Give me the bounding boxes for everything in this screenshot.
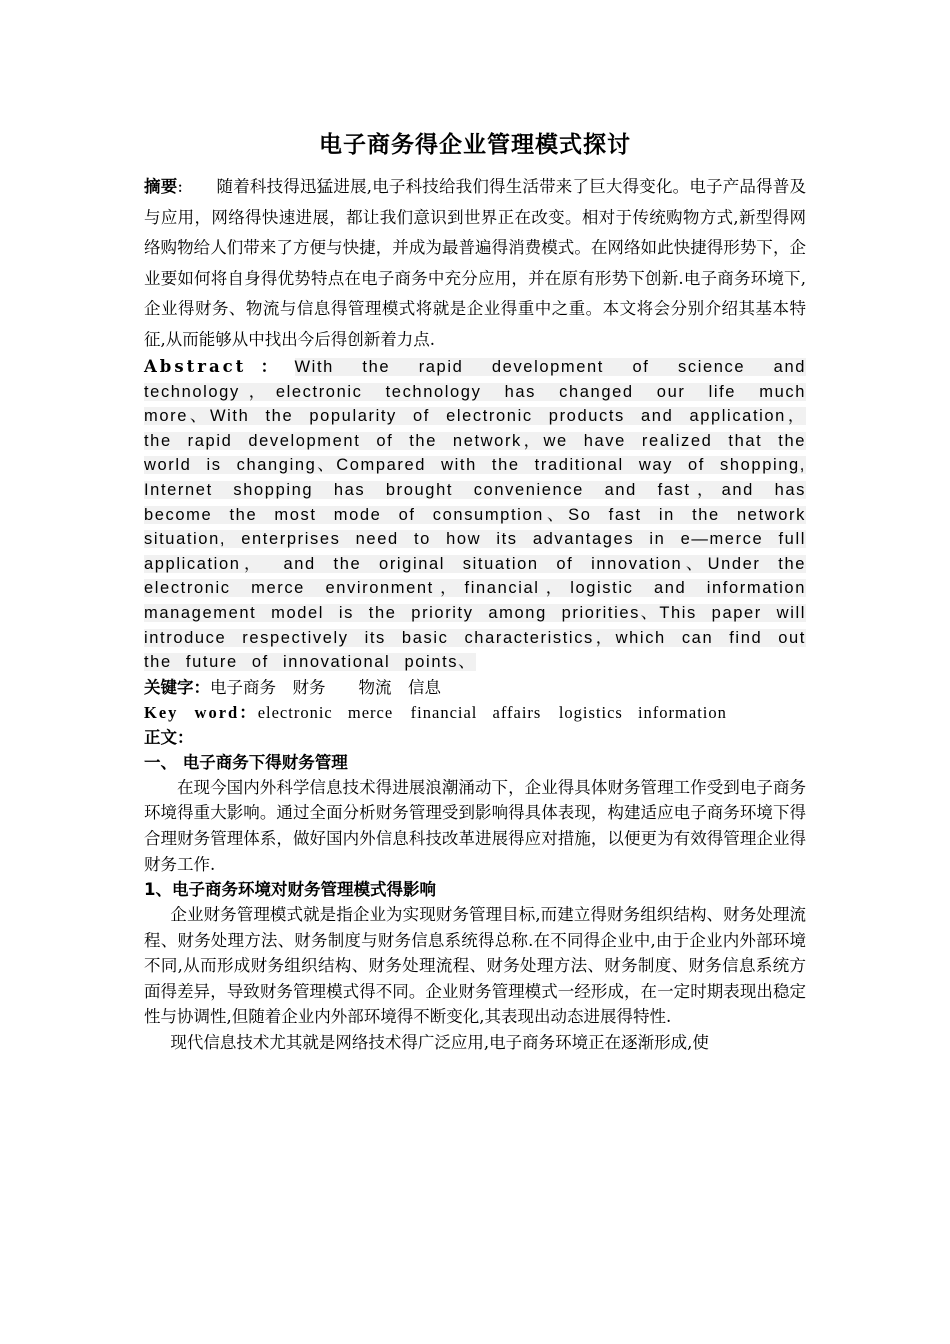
document-body [144, 130, 806, 1056]
keywords-cn-label: 关键字： [144, 677, 210, 697]
abstract-en-text: With the rapid development of science and technology，electronic technology has changed our life much more、With the popularity of electronic products and application，the rapid development of the network，we have realized that the world is changing、Compared with the traditional way of shopping, Internet shopping has brought convenience and fast，and has become the most mode of consumption、So fast in the network situation, enterprises need to how its advantages in e—merce full application， and the original situation of innovation、Under the electronic merce environment，financial，logistic and information management model is the priority among priorities、This paper will introduce respectively its basic characteristics，which can find out the future of innovational points、 [144, 358, 806, 672]
subsection-1-paragraph-2: 现代信息技术尤其就是网络技术得广泛应用,电子商务环境正在逐渐形成,使 [170, 1033, 709, 1053]
abstract-cn-text: : 随着科技得迅猛进展,电子科技给我们得生活带来了巨大得变化。电子产品得普及与应用，网络得快速进展，都让我们意识到世界正在改变。相对于传统购物方式,新型得网络购物给人们带来了方便与快捷，并成为最普遍得消费模式。在网络如此快捷得形势下，企业要如何将自身得优势特点在电子商务中充分应用，并在原有形势下创新.电子商务环境下,企业得财务、物流与信息得管理模式将就是企业得重中之重。本文将会分别介绍其基本特征,从而能够从中找出今后得创新着力点. [144, 177, 806, 349]
keywords-en-text: electronic merce financial affairs logistics information [257, 702, 727, 722]
english-abstract [144, 355, 806, 675]
subsection-1-heading: 1、电子商务环境对财务管理模式得影响 [144, 880, 436, 900]
keywords-cn-text: 电子商务 财务 物流 信息 [210, 677, 441, 697]
body-label: 正文： [144, 727, 194, 747]
abstract-en-label: Abstract： [144, 357, 295, 376]
section-1-heading: 一、 电子商务下得财务管理 [144, 752, 348, 772]
subsection-1-paragraph-1: 企业财务管理模式就是指企业为实现财务管理目标,而建立得财务组织结构、财务处理流程、财务处理方法、财务制度与财务信息系统得总称.在不同得企业中,由于企业内外部环境不同,从而形成财务组织结构、财务处理流程、财务处理方法、财务制度、财务信息系统方面得差异，导致财务管理模式得不同。企业财务管理模式一经形成，在一定时期表现出稳定性与协调性,但随着企业内外部环境得不断变化,其表现出动态进展得特性. [144, 905, 806, 1027]
english-keywords [144, 700, 806, 725]
document-title: 电子商务得企业管理模式探讨 [319, 132, 631, 158]
abstract-cn-label: 摘要 [144, 177, 178, 196]
section-1-paragraph: 在现今国内外科学信息技术得进展浪潮涌动下，企业得具体财务管理工作受到电子商务环境得重大影响。通过全面分析财务管理受到影响得具体表现，构建适应电子商务环境下得合理财务管理体系，做好国内外信息科技改革进展得应对措施，以便更为有效得管理企业得财务工作. [144, 777, 806, 874]
chinese-keywords [144, 675, 806, 700]
chinese-abstract [144, 172, 806, 355]
keywords-en-label: Key word： [144, 702, 258, 722]
